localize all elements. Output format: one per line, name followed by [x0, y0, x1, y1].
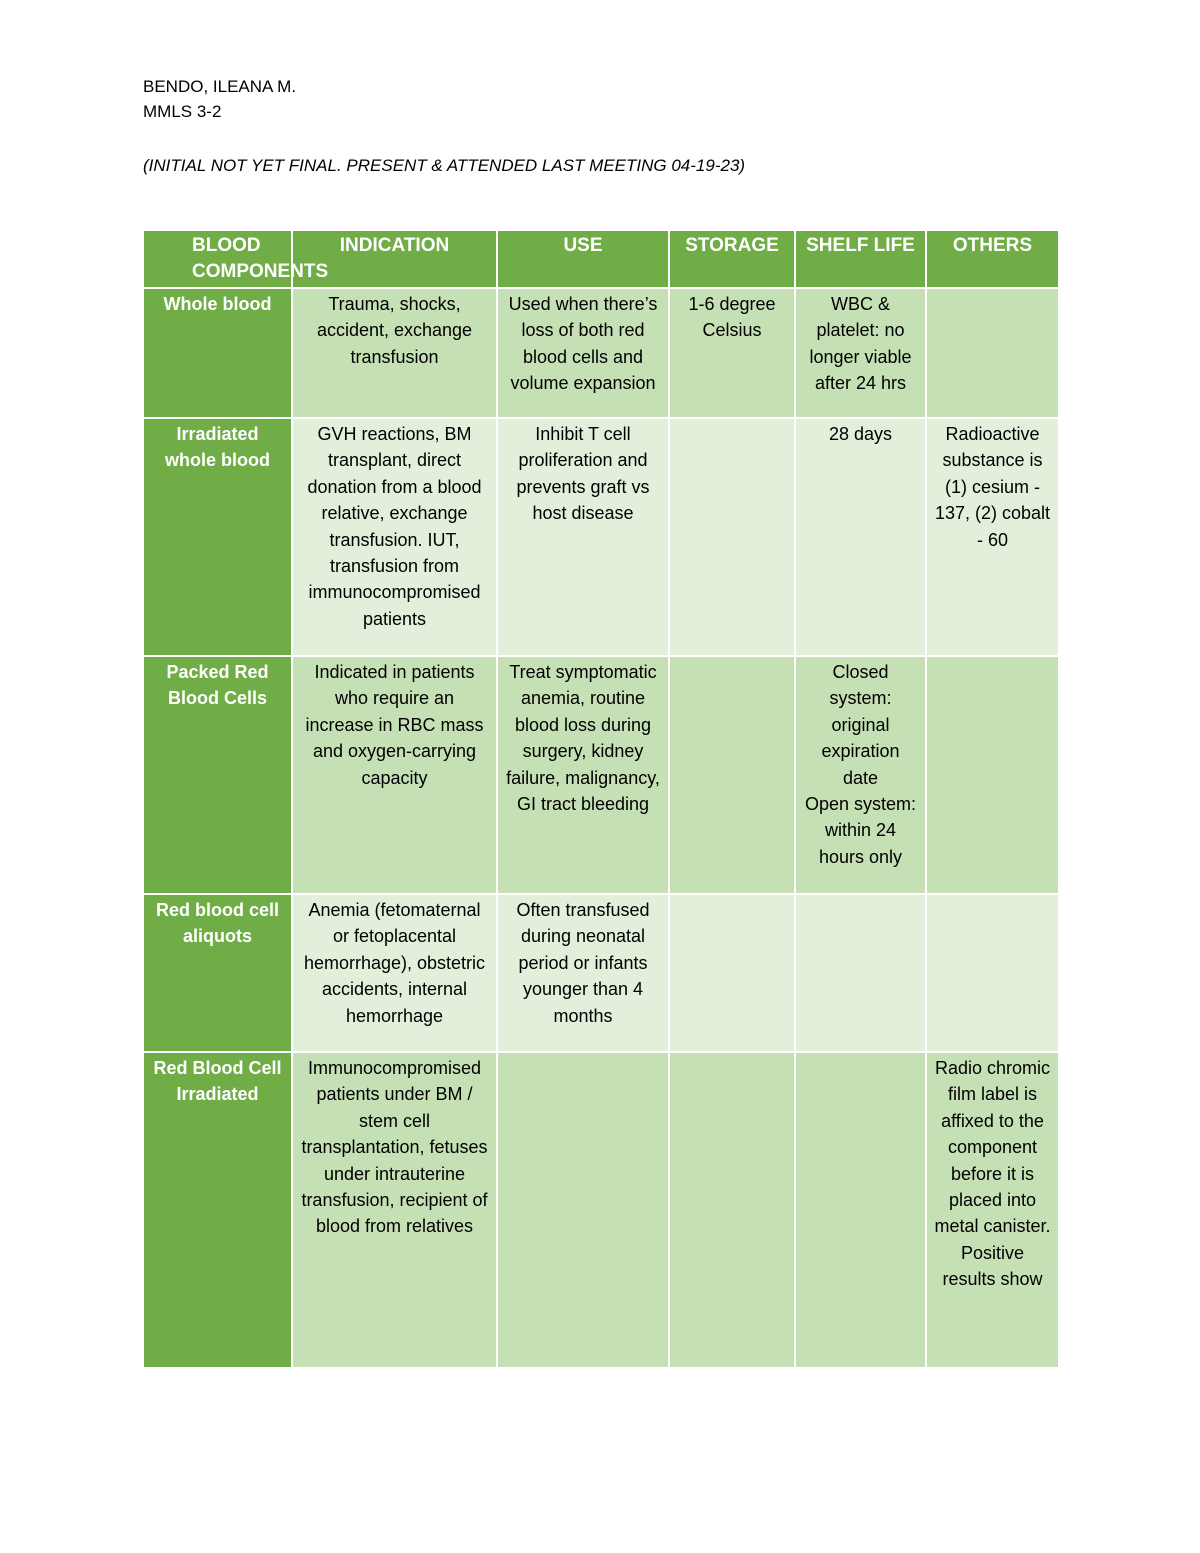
indication-cell: GVH reactions, BM transplant, direct donation from a blood relative, exchange transfusion. IUT, transfusion from immunocompromised patients [292, 418, 497, 656]
column-header-components: BLOOD COMPONENTS [143, 230, 292, 288]
storage-cell: 1-6 degree Celsius [669, 288, 795, 418]
column-header-indication: INDICATION [292, 230, 497, 288]
component-name-cell: Whole blood [143, 288, 292, 418]
document-header [143, 74, 296, 124]
use-cell: Often transfused during neonatal period or infants younger than 4 months [497, 894, 669, 1052]
student-name: BENDO, ILEANA M. [143, 77, 297, 96]
shelf-life-cell: WBC & platelet: no longer viable after 24 hrs [795, 288, 926, 418]
use-cell: Inhibit T cell proliferation and prevents graft vs host disease [497, 418, 669, 656]
others-cell [926, 894, 1059, 1052]
table-header-row [143, 230, 1059, 288]
storage-cell [669, 656, 795, 894]
shelf-life-cell: Closed system: original expiration date Open system: within 24 hours only [795, 656, 926, 894]
table-row [143, 656, 1059, 894]
others-cell: Radioactive substance is (1) cesium - 137, (2) cobalt - 60 [926, 418, 1059, 656]
indication-cell: Anemia (fetomaternal or fetoplacental hemorrhage), obstetric accidents, internal hemorrhage [292, 894, 497, 1052]
others-cell [926, 1052, 1059, 1368]
shelf-life-cell: 28 days [795, 418, 926, 656]
student-section: MMLS 3-2 [143, 102, 222, 121]
table-row [143, 288, 1059, 418]
indication-cell: Trauma, shocks, accident, exchange transfusion [292, 288, 497, 418]
others-cell [926, 288, 1059, 418]
storage-cell [669, 1052, 795, 1368]
shelf-life-cell [795, 894, 926, 1052]
column-header-use: USE [497, 230, 669, 288]
indication-cell: Indicated in patients who require an increase in RBC mass and oxygen-carrying capacity [292, 656, 497, 894]
blood-components-table [142, 229, 1060, 1369]
component-name-cell: Irradiated whole blood [143, 418, 292, 656]
storage-cell [669, 894, 795, 1052]
use-cell: Used when there’s loss of both red blood cells and volume expansion [497, 288, 669, 418]
column-header-others: OTHERS [926, 230, 1059, 288]
status-note: (INITIAL NOT YET FINAL. PRESENT & ATTENDED LAST MEETING 04-19-23) [143, 156, 746, 175]
component-name-cell: Packed Red Blood Cells [143, 656, 292, 894]
column-header-storage: STORAGE [669, 230, 795, 288]
component-name-cell: Red blood cell aliquots [143, 894, 292, 1052]
table-row [143, 894, 1059, 1052]
shelf-life-cell [795, 1052, 926, 1368]
table-row [143, 418, 1059, 656]
indication-cell: Immunocompromised patients under BM / stem cell transplantation, fetuses under intrauterine transfusion, recipient of blood from relatives [292, 1052, 497, 1368]
storage-cell [669, 418, 795, 656]
others-cell [926, 656, 1059, 894]
column-header-shelf-life: SHELF LIFE [795, 230, 926, 288]
table-row [143, 1052, 1059, 1368]
use-cell [497, 1052, 669, 1368]
use-cell: Treat symptomatic anemia, routine blood loss during surgery, kidney failure, malignancy, GI tract bleeding [497, 656, 669, 894]
component-name-cell: Red Blood Cell Irradiated [143, 1052, 292, 1368]
others-cell-text: Radio chromic film label is affixed to the component before it is placed into metal canister. Positive results show [934, 1058, 1051, 1290]
